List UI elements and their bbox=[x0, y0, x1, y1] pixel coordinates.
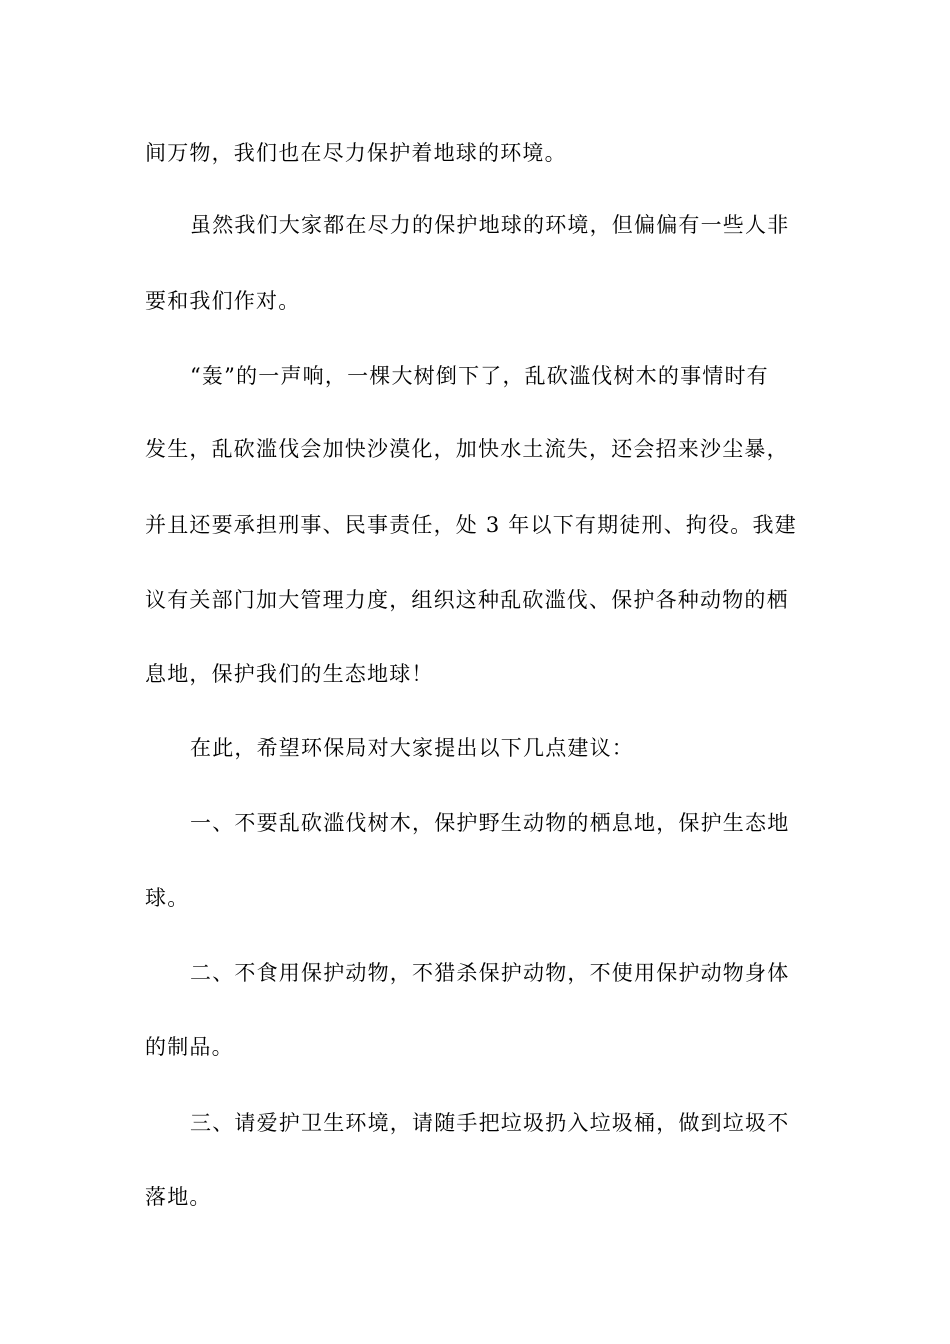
text-line: 并且还要承担刑事、民事责任，处 3 年以下有期徒刑、拘役。我建 bbox=[145, 513, 797, 537]
text-line: 间万物，我们也在尽力保护着地球的环境。 bbox=[145, 141, 567, 165]
text-line: 议有关部门加大管理力度，组织这种乱砍滥伐、保护各种动物的栖 bbox=[145, 588, 789, 612]
text-line: 一、不要乱砍滥伐树木，保护野生动物的栖息地，保护生态地 bbox=[190, 811, 790, 835]
text-line: 球。 bbox=[145, 886, 190, 910]
text-line: 二、不食用保护动物，不猎杀保护动物，不使用保护动物身体 bbox=[190, 961, 790, 985]
text-line: 息地，保护我们的生态地球！ bbox=[145, 662, 434, 686]
text-line: 的制品。 bbox=[145, 1035, 234, 1059]
text-line: 落地。 bbox=[145, 1185, 212, 1209]
text-line: 在此，希望环保局对大家提出以下几点建议： bbox=[190, 736, 634, 760]
text-line: 虽然我们大家都在尽力的保护地球的环境，但偏偏有一些人非 bbox=[190, 213, 790, 237]
text-line: 三、请爱护卫生环境，请随手把垃圾扔入垃圾桶，做到垃圾不 bbox=[190, 1111, 790, 1135]
text-line: “轰”的一声响，一棵大树倒下了，乱砍滥伐树木的事情时有 bbox=[190, 364, 769, 388]
text-line: 要和我们作对。 bbox=[145, 289, 301, 313]
text-line: 发生，乱砍滥伐会加快沙漠化，加快水土流失，还会招来沙尘暴， bbox=[145, 437, 789, 461]
